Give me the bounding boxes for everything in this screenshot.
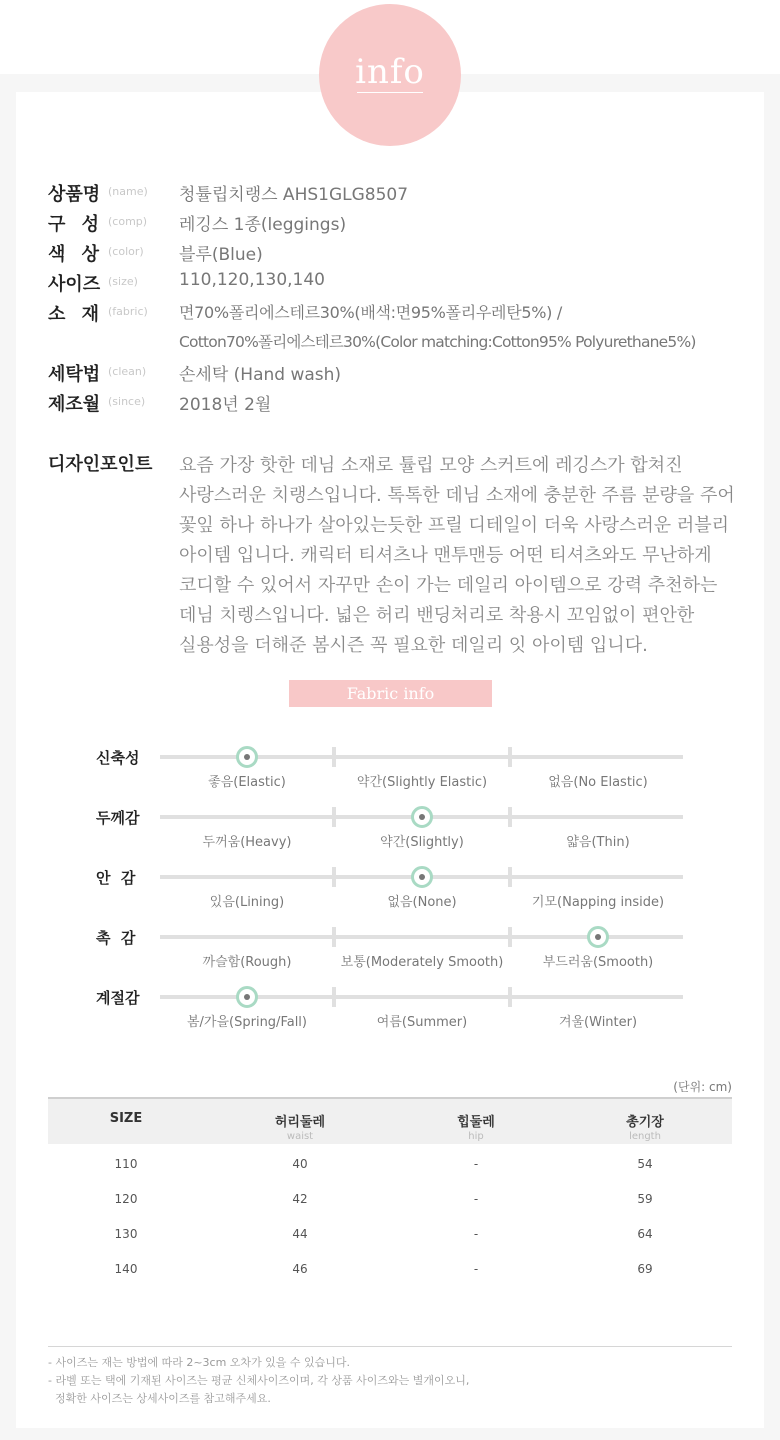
fabric-scale-divider <box>332 807 336 827</box>
size-table-cell: 64 <box>637 1227 653 1241</box>
spec-value: 손세탁 (Hand wash) <box>179 365 342 385</box>
fabric-option-label: 봄/가을(Spring/Fall) <box>186 1015 307 1030</box>
design-point-line: 실용성을 더해준 봄시즌 꼭 필요한 데일리 잇 아이템 입니다. <box>179 635 648 656</box>
size-note: - 라벨 또는 택에 기재된 사이즈는 평균 신체사이즈이며, 각 상품 사이즈와는 별개이오니, <box>48 1374 470 1387</box>
fabric-option-label: 여름(Summer) <box>376 1015 468 1030</box>
fabric-option-label: 약간(Slightly) <box>380 835 464 850</box>
design-point-line: 요즘 가장 핫한 데님 소재로 튤립 모양 스커트에 레깅스가 합쳐진 <box>179 455 683 476</box>
spec-value: 블루(Blue) <box>179 245 263 265</box>
size-table-cell: - <box>473 1192 479 1206</box>
fabric-row-label: 안 감 <box>96 869 136 887</box>
fabric-scale-divider <box>508 987 512 1007</box>
design-point-line: 코디할 수 있어서 자꾸만 손이 가는 데일리 아이템으로 강력 추천하는 <box>179 575 718 596</box>
size-table-cell: - <box>473 1262 479 1276</box>
fabric-scale-divider <box>332 987 336 1007</box>
spec-label: 상품명 <box>48 184 101 205</box>
size-table-cell: 44 <box>292 1227 308 1241</box>
fabric-scale-marker <box>236 986 258 1008</box>
size-table-cell: - <box>473 1157 479 1171</box>
size-table-cell: 40 <box>292 1157 308 1171</box>
fabric-scale-divider <box>332 927 336 947</box>
hip-header-label: 힙둘레 <box>457 1115 495 1130</box>
length-header-sub: length <box>629 1131 661 1142</box>
fabric-option-label: 약간(Slightly Elastic) <box>356 775 488 790</box>
spec-sub-label: (since) <box>108 395 146 408</box>
fabric-row-label: 신축성 <box>96 749 140 767</box>
design-point-line: 데님 치렝스입니다. 넓은 허리 밴딩처리로 착용시 꼬임없이 편안한 <box>179 605 695 626</box>
fabric-scale-divider <box>508 747 512 767</box>
size-table-cell: 140 <box>114 1262 138 1276</box>
fabric-option-label: 있음(Lining) <box>209 895 285 910</box>
fabric-option-label: 까슬함(Rough) <box>202 955 292 970</box>
spec-value: 110,120,130,140 <box>179 270 326 290</box>
spec-value: 면70%폴리에스테르30%(배색:면95%폴리우레탄5%) / <box>179 303 562 322</box>
spec-value-line2: Cotton70%폴리에스테르30%(Color matching:Cotton95% Polyurethane5%) <box>179 333 696 351</box>
fabric-scale-divider <box>508 807 512 827</box>
spec-value: 2018년 2월 <box>179 395 272 415</box>
fabric-row-label: 계절감 <box>96 989 140 1007</box>
fabric-option-label: 겨울(Winter) <box>558 1015 638 1030</box>
fabric-row-label: 두께감 <box>96 809 140 827</box>
info-badge-text: info <box>355 52 425 92</box>
design-point-line: 꽃잎 하나 하나가 살아있는듯한 프릴 디테일이 더욱 사랑스러운 러블리 <box>179 515 730 536</box>
hip-header-sub: hip <box>468 1131 484 1142</box>
waist-header-sub: waist <box>286 1131 314 1142</box>
fabric-option-label: 좋음(Elastic) <box>208 775 286 790</box>
size-header-label: SIZE <box>109 1111 143 1126</box>
fabric-option-label: 부드러움(Smooth) <box>542 955 654 970</box>
length-header <box>545 1111 745 1142</box>
footer-divider <box>48 1346 732 1347</box>
size-header <box>26 1111 226 1126</box>
spec-label: 사이즈 <box>48 274 101 295</box>
spec-label: 색 상 <box>48 244 100 265</box>
spec-value: 청튤립치랭스 AHS1GLG8507 <box>179 185 409 205</box>
fabric-option-label: 얇음(Thin) <box>566 835 630 850</box>
spec-value: 레깅스 1종(leggings) <box>179 215 347 235</box>
fabric-option-label: 보통(Moderately Smooth) <box>340 955 504 970</box>
design-point-line: 아이템 입니다. 캐릭터 티셔츠나 맨투맨등 어떤 티셔츠와도 무난하게 <box>179 545 712 566</box>
size-note: 정확한 사이즈는 상세사이즈를 참고해주세요. <box>48 1392 271 1405</box>
size-table-cell: 46 <box>292 1262 308 1276</box>
size-table-cell: 42 <box>292 1192 308 1206</box>
size-table-cell: 54 <box>637 1157 653 1171</box>
size-table-cell: - <box>473 1227 479 1241</box>
spec-label: 제조월 <box>48 394 101 415</box>
fabric-scale-marker <box>236 746 258 768</box>
fabric-scale-marker <box>411 806 433 828</box>
waist-header-label: 허리둘레 <box>274 1115 326 1130</box>
fabric-scale-divider <box>332 867 336 887</box>
fabric-option-label: 없음(None) <box>387 895 457 910</box>
size-unit-note: (단위: cm) <box>673 1080 732 1094</box>
spec-label: 세탁법 <box>48 364 101 385</box>
spec-sub-label: (color) <box>108 245 144 258</box>
fabric-option-label: 없음(No Elastic) <box>548 775 648 790</box>
fabric-option-label: 두꺼움(Heavy) <box>202 835 292 850</box>
fabric-scale-divider <box>508 927 512 947</box>
info-badge-underline <box>357 92 423 93</box>
waist-header <box>200 1111 400 1142</box>
fabric-scale-divider <box>332 747 336 767</box>
info-badge <box>319 4 461 146</box>
spec-label: 구 성 <box>48 214 100 235</box>
fabric-row-label: 촉 감 <box>96 929 136 947</box>
size-note: - 사이즈는 재는 방법에 따라 2~3cm 오차가 있을 수 있습니다. <box>48 1356 351 1369</box>
spec-sub-label: (fabric) <box>108 305 148 318</box>
spec-label: 소 재 <box>48 304 100 325</box>
spec-sub-label: (name) <box>108 185 148 198</box>
size-table-cell: 69 <box>637 1262 653 1276</box>
length-header-label: 총기장 <box>626 1115 664 1130</box>
design-point-label: 디자인포인트 <box>48 454 153 475</box>
design-point-line: 사랑스러운 치랭스입니다. 톡톡한 데님 소재에 충분한 주름 분량을 주어 <box>179 485 735 506</box>
fabric-scale-divider <box>508 867 512 887</box>
size-table-cell: 130 <box>114 1227 138 1241</box>
size-table-cell: 120 <box>114 1192 138 1206</box>
fabric-option-label: 기모(Napping inside) <box>531 895 665 910</box>
fabric-info-header <box>289 680 492 707</box>
spec-sub-label: (size) <box>108 275 138 288</box>
fabric-scale-marker <box>411 866 433 888</box>
spec-sub-label: (comp) <box>108 215 148 228</box>
size-table-cell: 59 <box>637 1192 653 1206</box>
spec-sub-label: (clean) <box>108 365 147 378</box>
fabric-info-title: Fabric info <box>346 684 435 703</box>
fabric-scale-marker <box>587 926 609 948</box>
size-table-cell: 110 <box>114 1157 138 1171</box>
